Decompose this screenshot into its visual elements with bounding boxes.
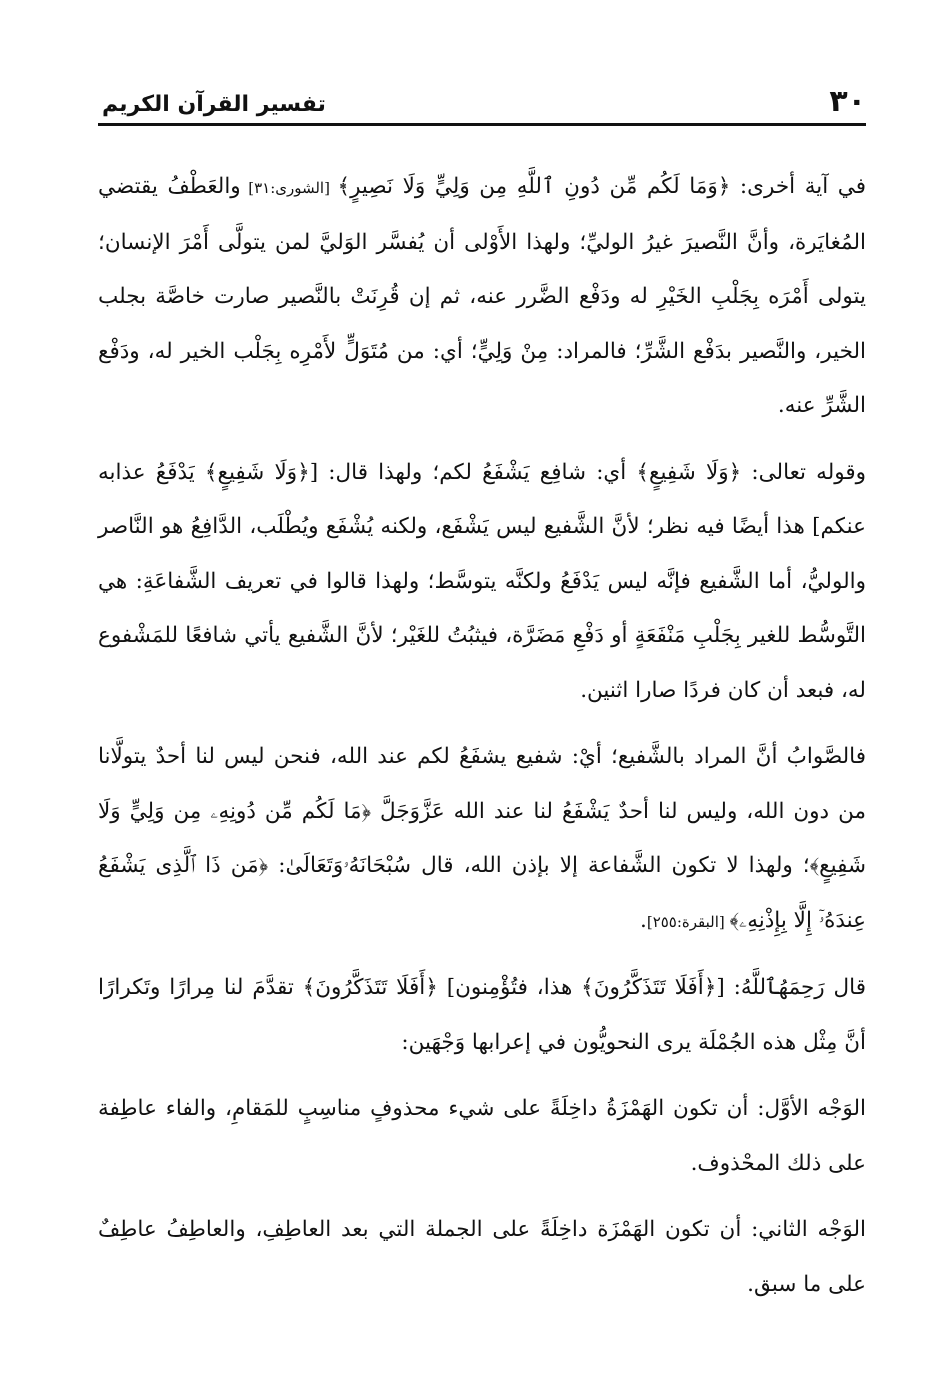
verse-reference: [البقرة:٢٥٥] (646, 912, 730, 931)
quran-quote: ﴿أَفَلَا تَتَذَكَّرُونَ﴾ (302, 975, 438, 1000)
quran-quote: سُبْحَانَهُۥوَتَعَالَىٰ: ﴿مَن ذَا ٱلَّذِى يَشْفَعُ عِندَهُۥٓ إِلَّا بِإِذْنِهِۦ﴾ (98, 853, 866, 933)
paragraph-text: . (639, 907, 647, 933)
paragraph-text: ؛ ولهذا لا تكون الشَّفاعة إلا بإذن الله، قال (411, 853, 810, 878)
page-number: ٣٠ (829, 84, 866, 119)
verse-reference: [الشورى:٣١] (240, 179, 338, 197)
paragraph (98, 446, 866, 719)
paragraph-text: يَدْفَعُ عذابه عنكم] هذا أيضًا فيه نظر؛ لأنَّ الشَّفيع ليس يَشْفَع، ولكنه يُشْفَع ويُطْلَب، الدَّافِعُ هو النَّاصر والوليُّ، أما الشَّفيع فإنَّه ليس يَدْفَعُ ولكنَّه يتوسَّط؛ ولهذا قالوا في تعريف الشَّفاعَةِ: هي التَّوسُّط للغير بِجَلْبِ مَنْفَعَةٍ أو دَفْعِ مَضَرَّة، فيثبُتُ للغَيْر؛ لأنَّ الشَّفيع يأتي شافعًا للمَشْفوع له، فبعد أن كان فردًا صارا اثنين. (98, 459, 866, 703)
paragraph-text: قال (824, 975, 867, 1000)
quran-quote: عَزَّوَجَلَّ ﴿مَا لَكُم مِّن دُونِهِۦ مِن وَلِيٍّ وَلَا شَفِيعٍ﴾ (98, 798, 867, 878)
paragraph (98, 160, 866, 434)
paragraph-text: الوَجْه الأوَّل: أن تكون الهَمْزَةُ داخِلَةً على شيء محذوفٍ مناسِبٍ للمَقامِ، والفاء عاطِفة على ذلك المحْذوف. (98, 1096, 866, 1176)
quran-quote: ﴿وَلَا شَفِيعٍ﴾ (204, 459, 310, 485)
paragraph-text: والعَطْفُ يقتضي المُغايَرة، وأنَّ النَّصيرَ غيرُ الوليِّ؛ ولهذا الأَوْلى أن يُفسَّر الوَليَّ لمن يتولَّى أَمْرَ الإنسان؛ يتولى أَمْرَه بِجَلْبِ الخَيْرِ له ودَفْع الضَّرر عنه، ثم إن قُرِنَتْ بالنَّصير صارت خاصَّة بجلب الخير، والنَّصير بدَفْع الشَّرِّ؛ فالمراد: مِنْ وَلِيٍّ؛ أي: من مُتَوَلٍّ لأَمْرِه بِجَلْب الخير له، ودَفْع الشَّرِّ عنه. (98, 174, 866, 418)
book-title: تفسير القرآن الكريم (102, 92, 326, 117)
paragraph (98, 961, 866, 1070)
page-header (98, 78, 866, 126)
header-rule (98, 123, 866, 126)
paragraph (98, 1082, 866, 1191)
quran-quote: رَحِمَهُٱللَّهُ (740, 975, 825, 1000)
paragraph-text: في آية أخرى: (730, 174, 866, 199)
quran-quote: ﴿أَفَلَا تَتَذَكَّرُونَ﴾ (581, 975, 717, 1000)
paragraph (98, 1203, 866, 1312)
paragraph-text: أي: شافِع يَشْفَعُ لكم؛ ولهذا قال: [ (309, 459, 637, 485)
paragraph-text: هذا، فتُؤْمِنون] (437, 975, 582, 1000)
paragraph-text: تقدَّمَ لنا مِرارًا وتَكرارًا أنَّ مِثْل هذه الجُمْلَة يرى النحويُّون في إعرابها وَجْهَين: (98, 975, 866, 1055)
paragraph-text: فالصَّوابُ أنَّ المراد بالشَّفيع؛ أيْ: شفيع يشفَعُ لكم عند الله، فنحن ليس لنا أحدٌ يتولَّانا من دون الله، وليس لنا أحدٌ يَشْفَعُ لنا عند الله (98, 744, 866, 824)
quran-quote: ﴿وَمَا لَكُم مِّن دُونِ ٱللَّهِ مِن وَلِيٍّ وَلَا نَصِيرٍ﴾ (337, 174, 731, 199)
paragraph (98, 730, 866, 949)
paragraph-text: وقوله تعالى: (741, 459, 867, 485)
page-body (98, 160, 866, 1324)
paragraph-text: : [ (716, 975, 741, 1000)
paragraph-text: الوَجْه الثاني: أن تكون الهَمْزَة داخِلَةً على الجملة التي بعد العاطِفِ، والعاطِفُ عاطِفٌ على ما سبق. (98, 1217, 866, 1297)
quran-quote: ﴿وَلَا شَفِيعٍ﴾ (636, 459, 742, 485)
